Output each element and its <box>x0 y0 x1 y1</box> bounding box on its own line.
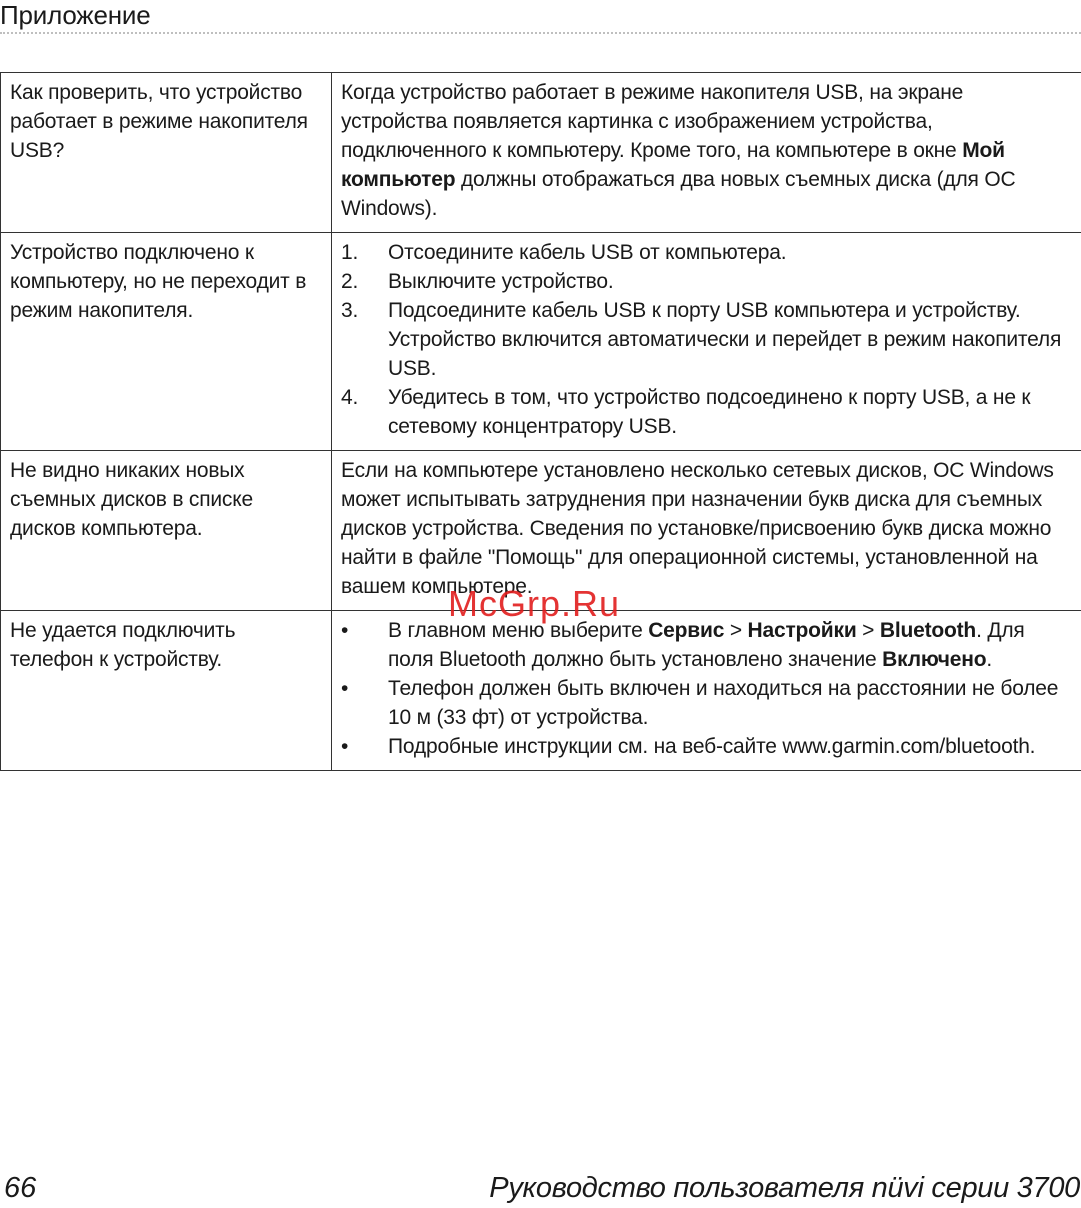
table-row <box>1 73 1081 233</box>
section-title: Приложение <box>0 0 151 30</box>
step-text: Выключите устройство. <box>388 270 614 293</box>
step-number: 1. <box>341 241 359 264</box>
question-cell: Не видно никаких новых съемных дисков в списке дисков компьютера. <box>1 451 332 611</box>
menu-separator: > <box>856 619 880 642</box>
step-text: Убедитесь в том, что устройство подсоединено к порту USB, а не к сетевому концентратору USB. <box>388 386 1031 438</box>
menu-item-service: Сервис <box>648 619 725 642</box>
menu-item-bluetooth: Bluetooth <box>879 619 977 642</box>
header-divider <box>0 32 1081 34</box>
answer-cell <box>332 233 1081 451</box>
question-cell: Как проверить, что устройство работает в режиме накопителя USB? <box>1 73 332 233</box>
question-cell: Не удается подключить телефон к устройству. <box>1 611 332 771</box>
table-row <box>1 233 1081 451</box>
question-cell: Устройство подключено к компьютеру, но не переходит в режим накопителя. <box>1 233 332 451</box>
bullet-marker: • <box>341 735 349 758</box>
bullet-text: . <box>986 648 992 671</box>
setting-value-on: Включено <box>882 648 987 671</box>
table-row <box>1 611 1081 771</box>
list-item <box>341 674 1073 732</box>
step-text: Подсоедините кабель USB к порту USB компьютера и устройству. Устройство включится автоматически и перейдет в режим накопителя USB. <box>388 299 1062 380</box>
bullet-marker: • <box>341 619 349 642</box>
menu-separator: > <box>724 619 748 642</box>
list-item <box>341 296 1073 383</box>
answer-cell: Если на компьютере установлено несколько сетевых дисков, ОС Windows может испытывать затруднения при назначении букв диска для съемных дисков устройства. Сведения по установке/присвоению букв диска можно найти в файле "Помощь" для операционной системы, установленной на вашем компьютере. <box>332 451 1081 611</box>
answer-bold: Мой компьютер <box>341 139 1005 191</box>
bullet-text: Телефон должен быть включен и находиться на расстоянии не более 10 м (33 фт) от устройства. <box>388 677 1059 729</box>
step-number: 4. <box>341 386 359 409</box>
troubleshooting-table <box>0 72 1081 771</box>
manual-title: Руководство пользователя nüvi серии 3700 <box>489 1172 1080 1204</box>
steps-list <box>341 238 1073 441</box>
bullet-marker: • <box>341 677 349 700</box>
list-item <box>341 267 1073 296</box>
answer-cell <box>332 611 1081 771</box>
bullet-text: В главном меню выберите <box>388 619 649 642</box>
page-number: 66 <box>4 1172 37 1204</box>
step-number: 2. <box>341 270 359 293</box>
page-header <box>0 0 1081 36</box>
watermark: McGrp.Ru <box>448 583 621 624</box>
list-item <box>341 383 1073 441</box>
step-text: Отсоедините кабель USB от компьютера. <box>388 241 787 264</box>
bullet-text: . Для поля Bluetooth должно быть установлено значение <box>388 619 1025 671</box>
bullet-list <box>341 616 1073 761</box>
answer-text: должны отображаться два новых съемных диска (для ОС Windows). <box>341 168 1016 220</box>
menu-item-settings: Настройки <box>747 619 857 642</box>
answer-text: Когда устройство работает в режиме накопителя USB, на экране устройства появляется картинка с изображением устройства, подключенного к компьютеру. Кроме того, на компьютере в окне <box>341 81 964 162</box>
list-item <box>341 238 1073 267</box>
answer-cell <box>332 73 1081 233</box>
bullet-text: Подробные инструкции см. на веб-сайте www.garmin.com/bluetooth. <box>388 735 1036 758</box>
list-item <box>341 732 1073 761</box>
step-number: 3. <box>341 299 359 322</box>
